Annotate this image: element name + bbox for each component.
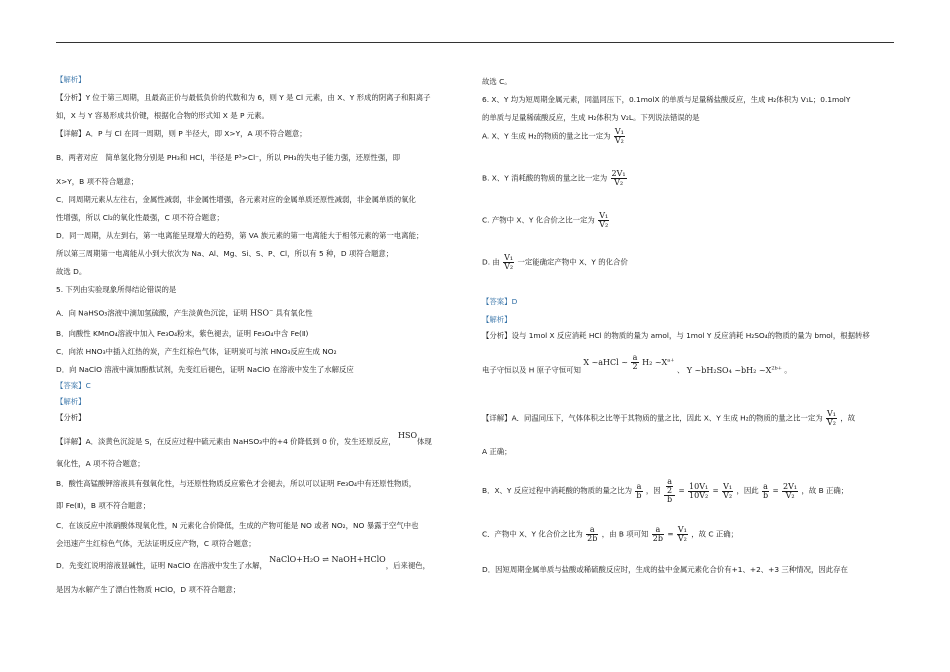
text-line: 【分析】Y 位于第三周期，且最高正价与最低负价的代数和为 6，则 Y 是 Cl 元素，由 X、Y 形成的阴离子和阳离子 (56, 93, 431, 102)
detail-a (482, 410, 855, 427)
hydrolysis-equation: NaClO+H₂O ⇌ NaOH+HClO (269, 555, 386, 564)
option-d-text: D. 由 (482, 257, 500, 267)
numerator: V₁ (677, 525, 687, 534)
text-line: A 正确； (482, 447, 512, 456)
text-line: 故选 D。 (56, 267, 87, 276)
fraction (586, 526, 598, 543)
section-label-analysis: 【解析】 (482, 315, 512, 324)
option-d: D．向 NaClO 溶液中滴加酚酞试剂，先变红后褪色，证明 NaClO 在溶液中发生了水解反应 (56, 365, 354, 374)
numerator: a (586, 526, 598, 535)
numerator: V₁ (599, 211, 609, 220)
fraction (635, 483, 642, 500)
detail-c: C．产物中 X、Y 化合价之比为 $\frac{a}{2b}$ ，由 B 项可知 $\frac{a}{2b}$ = $\frac{\text{V₁}}{\text{V₂}}$ ，故 C 正确； (482, 525, 739, 543)
superscript: 2b+ (771, 364, 782, 371)
fraction (631, 354, 638, 371)
denominator: V₂ (677, 534, 687, 543)
eq-part: X ~aHCl ~ (583, 357, 628, 367)
detail-d-tail: ，后来褪色， (385, 561, 431, 570)
numerator: 2V₁ (783, 481, 798, 491)
denominator: b (763, 490, 769, 500)
equation-x (583, 353, 677, 371)
text-line: 【分析】设与 1mol X 反应消耗 HCl 的物质的量为 amol，与 1mol Y 反应消耗 H₂SO₄的物质的量为 bmol，根据转移 (482, 331, 870, 340)
detail-a-text: 【详解】A．同温同压下，气体体积之比等于其物质的量之比，因此 X、Y 生成 H₂的物质的量之比一定为 (482, 413, 823, 423)
text-line: C．在该反应中浓硝酸体现氧化性，N 元素化合价降低，生成的产物可能是 NO 或者 NO₂，NO 暴露于空气中也 (56, 521, 419, 530)
option-a-text: A. X、Y 生成 H₂的物质的量之比一定为 (482, 131, 611, 141)
text: 电子守恒以及 H 原子守恒可知 (482, 365, 581, 375)
denominator: V₂ (504, 262, 514, 271)
text-line: 故选 C。 (482, 77, 512, 86)
fraction (666, 478, 673, 495)
numerator: a (636, 481, 642, 491)
denominator: 2 (632, 362, 638, 371)
text-line: B．酸性高锰酸钾溶液具有强氧化性，与还原性物质反应紫色才会褪去，所以可以证明 Fe₃O₄中有还原性物质， (56, 479, 417, 488)
detail-b-text: B．X、Y 反应过程中消耗酸的物质的量之比为 (482, 486, 633, 495)
numerator: V₁ (723, 481, 733, 491)
fraction (503, 254, 514, 271)
answer-label: 【答案】C (56, 381, 91, 390)
section-label-analysis: 【解析】 (56, 75, 86, 84)
text-line: B．两者对应 简单氢化物分别是 PH₃和 HCl，半径是 P³>Cl⁻，所以 PH₃的失电子能力强，还原性强，即 (56, 153, 400, 162)
text: ，因 (645, 486, 661, 495)
text-line: 是因为水解产生了漂白性物质 HClO，D 项不符合题意； (56, 585, 241, 594)
option-b-text: B. X、Y 消耗酸的物质的量之比一定为 (482, 173, 608, 183)
denominator: b (636, 490, 642, 500)
text-line: 的单质与足量稀硫酸反应，生成 H₂体积为 V₂L。下列说法错误的是 (482, 113, 700, 122)
numerator: V₁ (614, 127, 624, 136)
option-a (56, 306, 313, 318)
numerator: 2V₁ (611, 169, 626, 178)
text-line: D．因短周期金属单质与盐酸或稀硫酸反应时，生成的盐中金属元素化合价有+1、+2、+3 三种情况，因此存在 (482, 565, 848, 574)
option-b (482, 170, 628, 187)
fraction (611, 170, 627, 187)
text-line: 会迅速产生红棕色气体，无法证明反应产物，C 项符合题意； (56, 539, 256, 548)
denominator: V₂ (614, 136, 624, 145)
denominator: 10V₂ (689, 490, 709, 500)
text: ，故 C 正确； (691, 529, 739, 539)
fraction (782, 483, 798, 500)
fraction (722, 483, 733, 500)
fraction (688, 483, 709, 500)
fraction (598, 212, 609, 229)
text-line: 如，X 与 Y 容易形成共价键，根据化合物的形式知 X 是 P 元素。 (56, 111, 269, 120)
numerator: a (652, 526, 664, 535)
fraction (826, 410, 837, 427)
denominator: V₂ (785, 490, 795, 500)
numerator: 10V₁ (689, 481, 709, 491)
numerator (664, 478, 675, 496)
option-c: C．向浓 HNO₃中插入红热的炭，产生红棕色气体，证明炭可与浓 HNO₃反应生成 NO₂ (56, 347, 337, 356)
numerator: a (632, 353, 638, 362)
option-a (482, 128, 626, 145)
eq-part: H₂ ~X (642, 357, 668, 367)
text-line: 【详解】A．P 与 Cl 在同一周期，则 P 半径大，即 X>Y，A 项不符合题意； (56, 129, 307, 138)
detail-c-text: C．产物中 X、Y 化合价之比为 (482, 529, 583, 539)
denominator: 2 (667, 486, 673, 495)
question-5: 5. 下列由实验现象所得结论错误的是 (56, 285, 177, 294)
header-rule (56, 42, 894, 43)
detail-a-tail: ，故 (840, 413, 856, 423)
option-c-text: C. 产物中 X、Y 化合价之比一定为 (482, 215, 595, 225)
detail-b: B．X、Y 反应过程中消耗酸的物质的量之比为 $\frac{a}{b}$ ，因 $\frac{\frac{a}{2}}{b}$ = $\frac{\text{10V₁}}{\text{10V₂}}$ = $\frac{\text{V₁}}{\text{V₂}}$ ，因此 $\frac{a}{b}$ = $\frac{\text{2V₁}}{\text{V₂}}$ ，故 B 正确； (482, 477, 849, 504)
superscript: − (269, 308, 274, 314)
option-c (482, 212, 610, 229)
answer-label: 【答案】D (482, 297, 518, 306)
option-d (482, 254, 628, 271)
option-d-tail: 一定能确定产物中 X、Y 的化合价 (517, 257, 628, 267)
option-b: B．向酸性 KMnO₄溶液中加入 Fe₃O₄粉末，紫色褪去，证明 Fe₃O₄中含 Fe(Ⅱ) (56, 329, 309, 338)
denominator: V₂ (599, 220, 609, 229)
denominator: V₂ (826, 418, 836, 427)
denominator: V₂ (614, 178, 624, 187)
text-line: 所以第三周期第一电离能从小到大依次为 Na、Al、Mg、Si、S、P、Cl，所以有 5 种，D 项符合题意； (56, 249, 394, 258)
text: ，由 B 项可知 (601, 529, 649, 539)
text-line: 性增强，所以 Cl₂的氧化性最强，C 项不符合题意； (56, 213, 224, 222)
option-a-text: A．向 NaHSO₃溶液中滴加氢硫酸，产生淡黄色沉淀，证明 (56, 308, 248, 318)
numerator: V₁ (826, 409, 836, 418)
fraction (614, 128, 625, 145)
denominator: 2b (652, 534, 663, 543)
option-a-tail: 具有氧化性 (275, 308, 313, 318)
detail-a-text: 【详解】A．淡黄色沉淀是 S，在反应过程中硫元素由 NaHSO₃中的+4 价降低到 0 价，发生还原反应， (56, 437, 396, 446)
section-label-analysis: 【解析】 (56, 397, 86, 406)
hso3-formula: HSO (250, 308, 270, 318)
text-line: C．同周期元素从左往右，金属性减弱，非金属性增强，各元素对应的金属单质还原性减弱，非金属单质的氧化 (56, 195, 416, 204)
text-line: 即 Fe(Ⅱ)，B 项不符合题意； (56, 501, 151, 510)
detail-d (56, 555, 431, 571)
denominator: 2b (587, 534, 598, 543)
text-line: 氧化性，A 项不符合题意； (56, 459, 145, 468)
detail-a-tail: 体现 (417, 437, 432, 446)
fraction (664, 478, 675, 504)
numerator: V₁ (504, 253, 514, 262)
superscript: a+ (667, 356, 675, 363)
fraction (677, 526, 688, 543)
numerator: a (763, 481, 768, 491)
detail-d-text: D．先变红说明溶液显碱性，证明 NaClO 在溶液中发生了水解， (56, 561, 267, 570)
eq-part: Y ~bH₂SO₄ ~bH₂ ~X (686, 365, 772, 375)
text: ，故 B 正确； (801, 486, 849, 495)
section-label-fenxi: 【分析】 (56, 413, 86, 422)
denominator: b (667, 495, 673, 504)
period: 。 (784, 365, 792, 375)
text-line: D．同一周期，从左到右，第一电离能呈现增大的趋势，第 VA 族元素的第一电离能大于相邻元素的第一电离能； (56, 231, 424, 240)
detail-a (56, 431, 432, 447)
numerator: a (667, 477, 672, 486)
question-6: 6. X、Y 均为短周期金属元素，同温同压下，0.1molX 的单质与足量稀盐酸反应，生成 H₂体积为 V₁L；0.1molY (482, 95, 851, 104)
text-line: X>Y，B 项不符合题意； (56, 177, 139, 186)
fraction (762, 483, 769, 500)
separator: 、 (676, 365, 685, 375)
hso3-formula: HSO (398, 431, 418, 440)
analysis-equation-line (482, 353, 792, 379)
fraction (652, 526, 664, 543)
text: ，因此 (736, 486, 759, 495)
equation-y (687, 366, 782, 375)
denominator: V₂ (723, 490, 733, 500)
